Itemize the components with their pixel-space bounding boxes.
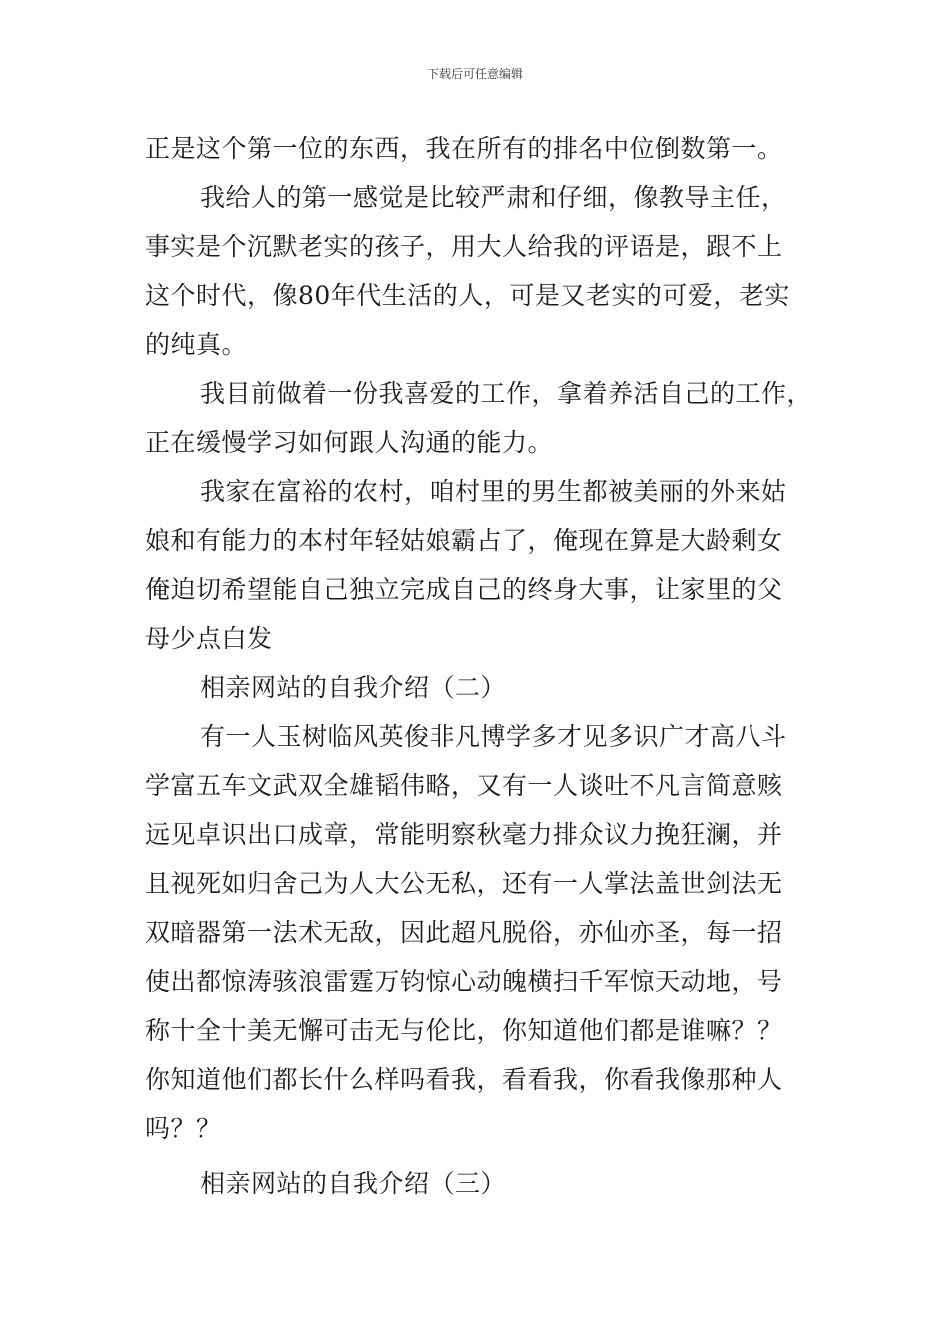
- text-line-3: 事实是个沉默老实的孩子，用大人给我的评语是，跟不上: [145, 232, 783, 261]
- text-line-11: 母少点白发: [145, 624, 273, 653]
- text-line-6: 我目前做着一份我喜爱的工作，拿着养活自己的工作，: [200, 379, 813, 408]
- text-line-5: 的纯真。: [145, 330, 248, 359]
- text-line-17: 双暗器第一法术无敌，因此超凡脱俗，亦仙亦圣，每一招: [145, 918, 783, 947]
- text-line-10: 俺迫切希望能自己独立完成自己的终身大事，让家里的父: [145, 575, 783, 604]
- text-line-9: 娘和有能力的本村年轻姑娘霸占了，俺现在算是大龄剩女: [145, 526, 783, 555]
- text-line-4: 这个时代，像80年代生活的人，可是又老实的可爱，老实: [145, 281, 790, 310]
- page-header: 下载后可任意编辑: [426, 67, 523, 81]
- text-line-14: 学富五车文武双全雄韬伟略，又有一人谈吐不凡言简意赅: [145, 771, 783, 800]
- text-line-19: 称十全十美无懈可击无与伦比，你知道他们都是谁嘛？？: [145, 1016, 783, 1045]
- text-line-20: 你知道他们都长什么样吗看我，看看我，你看我像那种人: [145, 1065, 783, 1094]
- document-body: [145, 124, 825, 1208]
- text-line-16: 且视死如归舍己为人大公无私，还有一人掌法盖世剑法无: [145, 869, 783, 898]
- section-heading-3: 相亲网站的自我介绍（三）: [200, 1169, 507, 1198]
- text-line-13: 有一人玉树临风英俊非凡博学多才见多识广才高八斗: [200, 722, 787, 751]
- text-line-8: 我家在富裕的农村，咱村里的男生都被美丽的外来姑: [200, 477, 787, 506]
- section-heading-2: 相亲网站的自我介绍（二）: [200, 673, 507, 702]
- text-line-18: 使出都惊涛骇浪雷霆万钧惊心动魄横扫千军惊天动地，号: [145, 967, 783, 996]
- text-line-7: 正在缓慢学习如何跟人沟通的能力。: [145, 428, 554, 457]
- text-line-1: 正是这个第一位的东西，我在所有的排名中位倒数第一。: [145, 134, 783, 163]
- text-line-15: 远见卓识出口成章，常能明察秋毫力排众议力挽狂澜，并: [145, 820, 783, 849]
- text-line-2: 我给人的第一感觉是比较严肃和仔细，像教导主任，: [200, 183, 787, 212]
- text-line-21: 吗？？: [145, 1114, 222, 1143]
